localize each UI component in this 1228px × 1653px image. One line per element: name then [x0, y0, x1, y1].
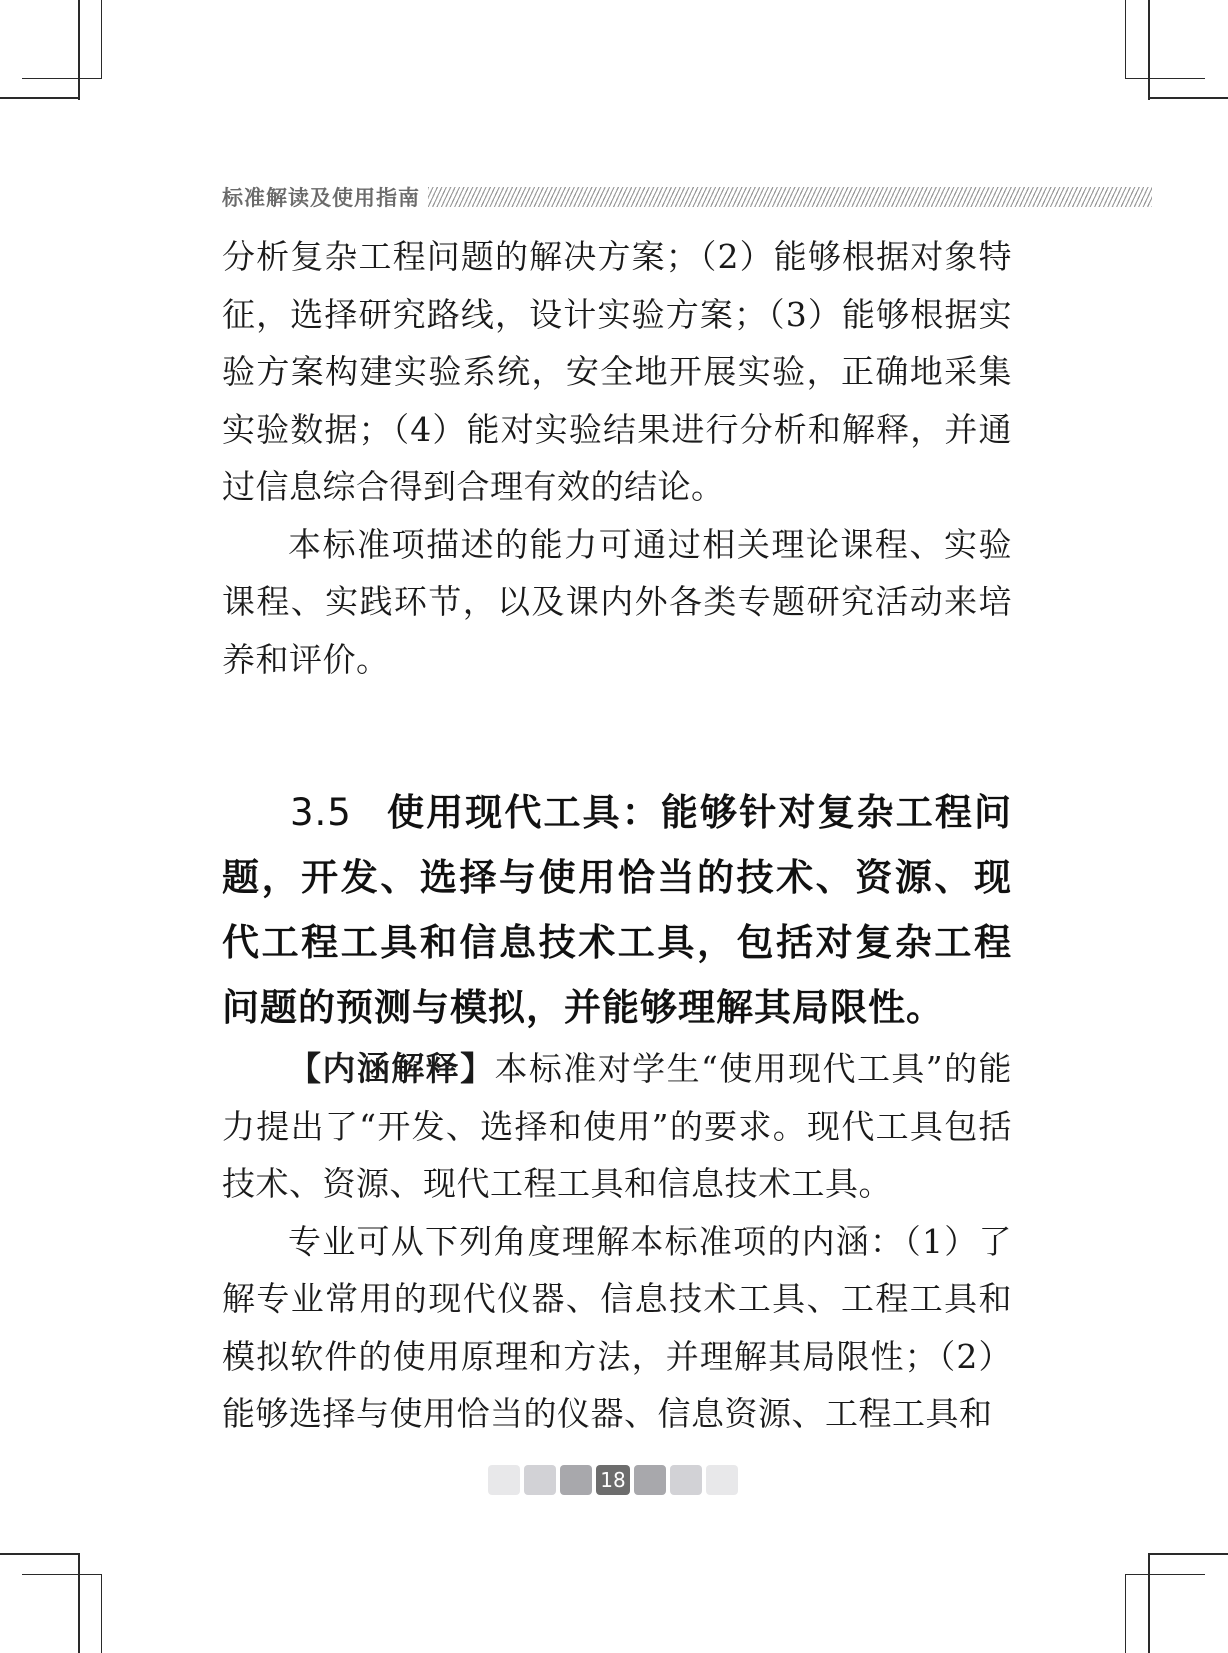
paragraph-connotation [222, 1040, 1012, 1213]
connotation-label: 【内涵解释】 [288, 1049, 495, 1088]
crop-mark [78, 0, 80, 100]
page-body [222, 228, 1012, 1443]
running-header-title: 标准解读及使用指南 [222, 186, 420, 210]
page-bar-segment [634, 1465, 666, 1495]
section-heading [222, 780, 1012, 1040]
page-bar-segment [488, 1465, 520, 1495]
connotation-text: 本标准对学生“使用现代工具”的能力提出了“开发、选择和使用”的要求。现代工具包括技术、资源、现代工程工具和信息技术工具。 [222, 1049, 1012, 1203]
page-bar-segment [706, 1465, 738, 1495]
page-number: 18 [596, 1465, 630, 1495]
crop-mark [1125, 78, 1205, 79]
crop-mark [1125, 0, 1126, 79]
crop-mark [101, 0, 102, 79]
page-bar-segment [560, 1465, 592, 1495]
header-hatch-decoration [428, 187, 1152, 207]
running-header [222, 184, 1152, 210]
page-number-bar [488, 1465, 738, 1495]
crop-mark [0, 1553, 78, 1555]
paragraph-understanding: 专业可从下列角度理解本标准项的内涵：（1）了解专业常用的现代仪器、信息技术工具、工程工具和模拟软件的使用原理和方法，并理解其局限性；（2）能够选择与使用恰当的仪器、信息资源、工程工具和 [222, 1221, 1012, 1433]
crop-mark [22, 78, 102, 79]
crop-mark [1148, 1553, 1150, 1653]
crop-mark [22, 1574, 102, 1575]
page-bar-segment [524, 1465, 556, 1495]
section-number: 3.5 [290, 791, 352, 834]
crop-mark [1125, 1574, 1126, 1653]
section-title: 使用现代工具：能够针对复杂工程问题，开发、选择与使用恰当的技术、资源、现代工程工具和信息技术工具，包括对复杂工程问题的预测与模拟，并能够理解其局限性。 [222, 791, 1012, 1029]
crop-mark [1150, 97, 1228, 99]
crop-mark [1125, 1574, 1205, 1575]
crop-mark [78, 1553, 80, 1653]
crop-mark [1148, 0, 1150, 100]
paragraph-continued: 分析复杂工程问题的解决方案；（2）能够根据对象特征，选择研究路线，设计实验方案；（3）能够根据实验方案构建实验系统，安全地开展实验，正确地采集实验数据；（4）能对实验结果进行分析和解释，并通过信息综合得到合理有效的结论。 [222, 237, 1012, 506]
crop-mark [1150, 1553, 1228, 1555]
paragraph-training-methods: 本标准项描述的能力可通过相关理论课程、实验课程、实践环节，以及课内外各类专题研究活动来培养和评价。 [222, 524, 1012, 679]
page-bar-segment [670, 1465, 702, 1495]
crop-mark [0, 97, 78, 99]
crop-mark [101, 1574, 102, 1653]
